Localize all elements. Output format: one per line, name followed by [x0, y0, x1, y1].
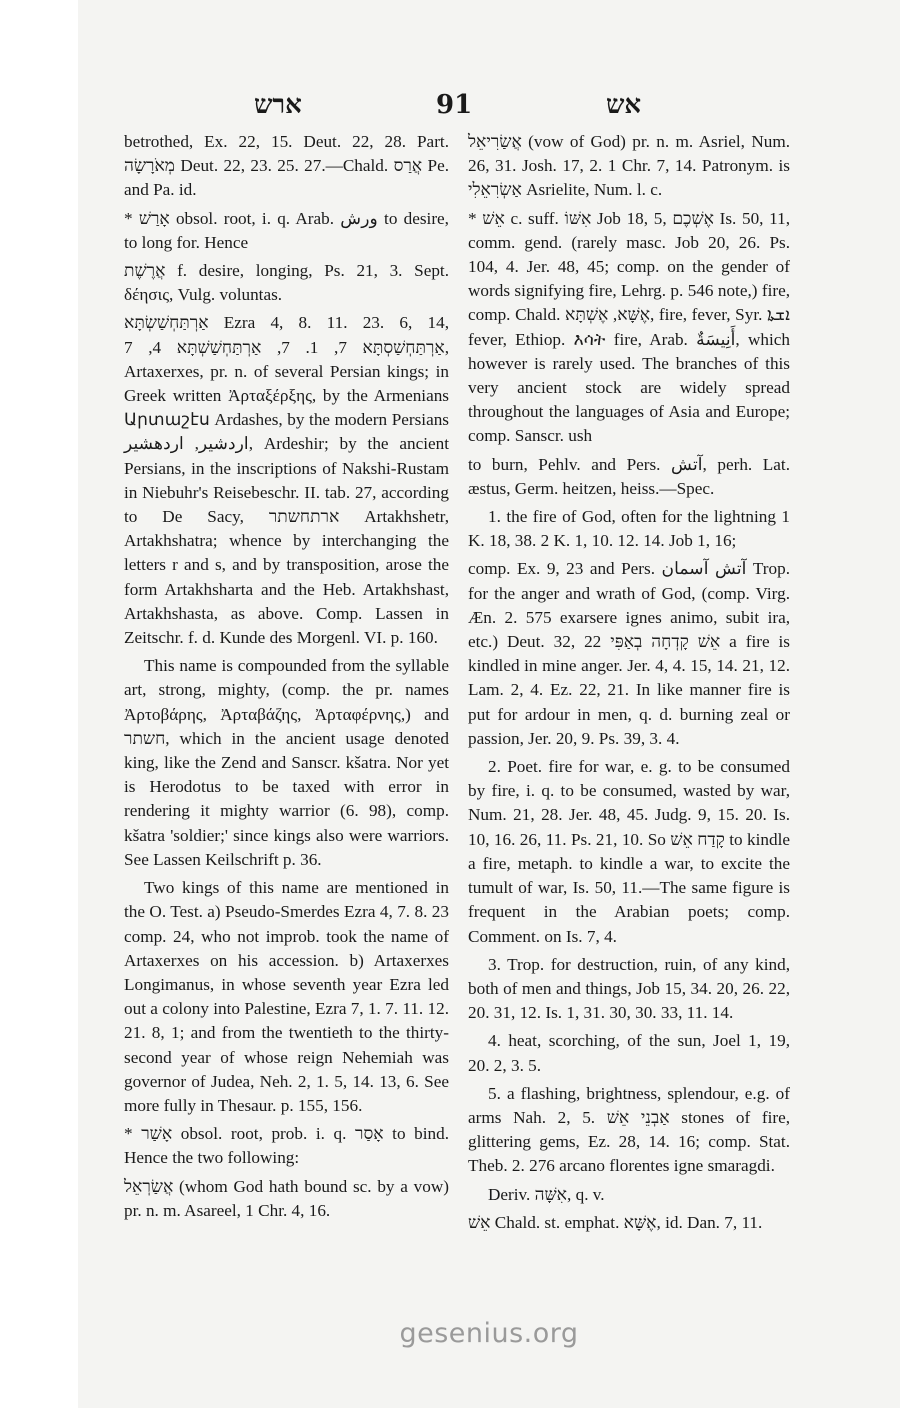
header-right-catchword: אש — [606, 90, 642, 120]
entry-artaxerxes-kings: Two kings of this name are mentioned in the O. Test. a) Pseudo-Smerdes Ezra 4, 7. 8. 23 comp. 24, who not improb. took the name of Artaxerxes on his accession. b) Artaxerxes Longimanus, in whose seventh year Ezra led out a colony into Palestine, Ezra 7, 1. 7. 11. 12. 21. 8, 1; and from the twentieth to the thirty-second year of whose reign Nehemiah was governor of Judea, Neh. 2, 1. 5, 14. 13, 6. See more fully in Thesaur. p. 155, 156. — [124, 878, 449, 1115]
entry-esh-sense-1: 1. the fire of God, often for the lightning 1 K. 18, 38. 2 K. 1, 10. 12. 14. Job 1, 16; — [468, 507, 790, 551]
entry-esh: * אֵשׁ c. suff. אִשּׁוֹ Job 18, 5, אֶשְׁכֶם Is. 50, 11, comm. gend. (rarely masc. Job 20, 26. Ps. 104, 4. Jer. 48, 45; comp. on the gender of words signifying fire, Lehrg. p. 546 note,) fire, comp. Chald. אֶשָּׁא, אֶשְׁתָּא, fire, fever, Syr. ܐܫܬܐ fever, Ethiop. እሳት fire, Arab. أَنِيسَةٌ, which however is rarely used. The branches of this very ancient stock are widely spread throughout the languages of Asia and Europe; comp. Sanscr. ush — [468, 208, 791, 446]
entry-artaxerxes: אַרְתַּחְשַׁשְׂתָּא Ezra 4, 8. 11. 23. 6, 14, אַרְתַּחְשַׁסְתָּא 7, 1. 7, אַרְתַּחְשַׁשְׁתָּא 4, 7, Artaxerxes, pr. n. of several Persian kings; in Greek written Ἀρταξέρξης, by the Armenians Արտաշէս Ardashes, by the modern Persians اردشیر, اردهشیر, Ardeshir; by the ancient Persians, in the inscriptions of Nakshi-Rustam in Niebuhr's Reisebeschr. II. tab. 27, according to De Sacy, ארתחשתר Artakhshetr, Artakhshatra; whence by interchanging the letters r and s, and by transposition, arose the form Artakhsharta and the Heb. Artakhshast, Artakhshasta, as above. Comp. Lassen in Zeitschr. f. d. Kunde des Morgenl. VI. p. 160. — [124, 313, 450, 648]
header-left-catchword: ארש — [254, 90, 302, 120]
entry-esh-sense-4: 4. heat, scorching, of the sun, Joel 1, 19, 20. 2, 3. 5. — [468, 1031, 790, 1075]
entry-artaxerxes-etymology: This name is compounded from the syllable art, strong, mighty, (comp. the pr. names Ἀρτοβάρης, Ἀρταβάζης, Ἀρταφέρνης,) and חשתר, which in the ancient usage denoted king, like the Zend and Sanscr. kšatra. Nor yet is Herodotus to be taxed with error in rendering it mighty warrior (6. 98), comp. kšatra 'soldier;' since kings also were warriors. See Lassen Keilschrift p. 36. — [124, 656, 449, 869]
page — [78, 0, 900, 1408]
entry-esh-sense-2: 2. Poet. fire for war, e. g. to be consumed by fire, i. q. to be consumed, wasted by war, Num. 21, 28. Jer. 48, 45. Judg. 9, 15. 20. Is. 10, 16. 26, 11. Ps. 21, 10. So קָדַח אֵשׁ to kindle a fire, metaph. to kindle a war, to excite the tumult of war, Is. 50, 11.—The same figure is frequent in the Arabian poets; comp. Comment. on Is. 7, 4. — [468, 757, 791, 946]
right-column — [468, 130, 790, 1239]
entry-esh-chaldee: אֵשׁ Chald. st. emphat. אֶשָּׁא, id. Dan. 7, 11. — [468, 1212, 763, 1232]
entry-asriel: אֲשַׂרִיאֵל (vow of God) pr. n. m. Asriel, Num. 26, 31. Josh. 17, 2. 1 Chr. 7, 14. Patronym. is אַשְׂרִאֵלִי Asrielite, Num. l. c. — [468, 132, 790, 200]
entry-asareel: אֲשַׂרְאֵל (whom God hath bound sc. by a vow) pr. n. m. Asareel, 1 Chr. 4, 16. — [124, 1176, 449, 1220]
page-number: 91 — [436, 90, 473, 120]
running-header — [78, 90, 900, 130]
entry-esh-sense-5: 5. a flashing, brightness, splendour, e.g. of arms Nah. 2, 5. אַבְנֵי אֵשׁ stones of fire, glittering gems, Ez. 28, 14. 16; comp. Stat. Theb. 2. 276 arcano florentes igne smaragdi. — [468, 1083, 790, 1176]
left-column — [124, 130, 449, 1227]
entry-root-arash: * אָרַשׁ obsol. root, i. q. Arab. ورش to desire, to long for. Hence — [124, 208, 449, 252]
entry-areshet: אֲרֶשֶׁת f. desire, longing, Ps. 21, 3. Sept. δέησις, Vulg. voluntas. — [124, 261, 449, 305]
watermark-footer: gesenius.org — [399, 1318, 579, 1349]
entry-esh-cognates: to burn, Pehlv. and Pers. آتش, perh. Lat. æstus, Germ. heitzen, heiss.—Spec. — [468, 454, 790, 498]
entry-esh-sense-1-cont: comp. Ex. 9, 23 and Pers. آتش آسمان Trop. for the anger and wrath of God, (comp. Virg. Æn. 2. 575 exarsere ignes animo, subit ira, etc.) Deut. 32, 22 אֵשׁ קָדְחָה בְאַפִּי a fire is kindled in mine anger. Jer. 4, 4. 15, 14. 21, 12. Lam. 2, 4. Ez. 22, 21. In like manner fire is put for ardour in men, q. d. burning zeal or passion, Jer. 20, 9. Ps. 39, 3. 4. — [468, 559, 790, 748]
entry-continuation: betrothed, Ex. 22, 15. Deut. 22, 28. Part. מְאֹרָשָׂה Deut. 22, 23. 25. 27.—Chald. אֲרַס Pe. and Pa. id. — [124, 132, 450, 200]
entry-root-ashar: * אָשַׁר obsol. root, prob. i. q. אָסַר to bind. Hence the two following: — [124, 1124, 449, 1168]
entry-esh-derivatives: Deriv. אִשָּׁה, q. v. — [488, 1184, 605, 1204]
entry-esh-sense-3: 3. Trop. for destruction, ruin, of any kind, both of men and things, Job 15, 34. 20, 26. 22, 20. 31, 12. Is. 1, 31. 30, 30. 33, 11. 14. — [468, 954, 790, 1023]
